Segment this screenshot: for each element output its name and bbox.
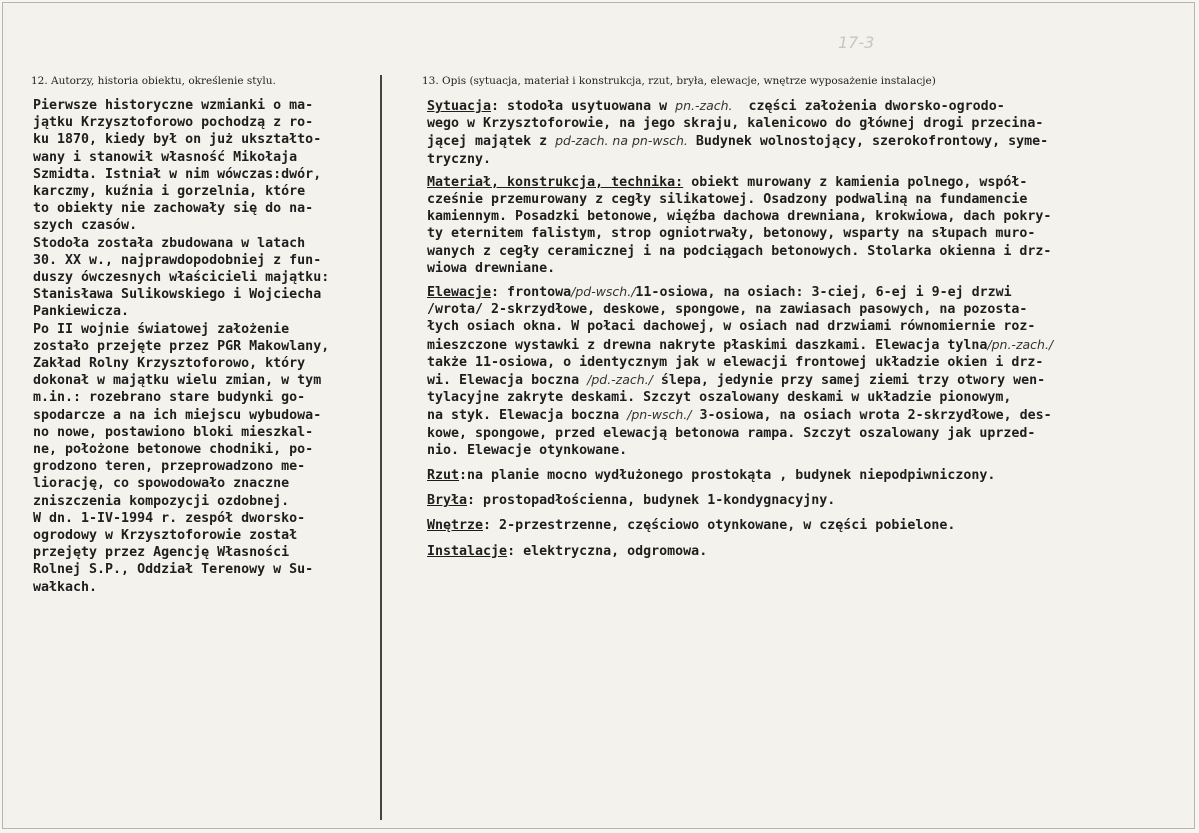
text: :na planie mocno wydłużonego prostokąta , budynek niepodpiwniczony. — [459, 468, 996, 484]
history-line: Pankiewicza. — [33, 304, 130, 320]
bryla-label: Bryła — [427, 493, 468, 509]
text-line: wanych z cegły ceramicznej i na podciągach betonowych. Stolarka okienna i drz- — [427, 243, 1052, 259]
text-line: kowe, spongowe, przed elewacją betonowa rampa. Szczyt oszalowany jak uprzed- — [427, 425, 1036, 441]
column-divider — [380, 75, 382, 820]
text-line: /wrota/ 2-skrzydłowe, deskowe, spongowe, na zawiasach pasowych, na pozosta- — [427, 302, 1028, 318]
sytuacja-section — [427, 97, 1187, 168]
history-line: szych czasów. — [33, 218, 138, 234]
history-line: ogrodowy w Krzysztoforowie został — [33, 528, 298, 544]
history-line: Po II wojnie światowej założenie — [33, 321, 290, 337]
history-line: Rolnej S.P., Oddział Terenowy w Su- — [33, 562, 314, 578]
history-line: Zakład Rolny Krzysztoforowo, który — [33, 356, 306, 372]
elewacje-label: Elewacje — [427, 285, 492, 301]
text-line: kamiennym. Posadzki betonowe, więźba dachowa drewniana, krokwiowa, dach pokry- — [427, 209, 1052, 225]
text-line: wiowa drewniane. — [427, 260, 556, 276]
history-line: Szmidta. Istniał w nim wówczas:dwór, — [33, 166, 322, 182]
description-column — [427, 97, 1187, 560]
section-13-header: 13. Opis (sytuacja, materiał i konstrukcja, rzut, bryła, elewacje, wnętrze wyposażenie instalacje) — [422, 75, 936, 87]
pencil-mark: 17-3 — [838, 33, 875, 52]
history-line: liorację, co spowodowało znaczne — [33, 476, 290, 492]
text: : frontowa — [491, 285, 572, 301]
history-line: duszy ówczesnych właścicieli majątku: — [33, 270, 330, 286]
history-line: jątku Krzysztoforowo pochodzą z ro- — [33, 115, 314, 131]
text-line: tryczny. — [427, 151, 492, 167]
instalacje-label: Instalacje — [427, 543, 508, 559]
handwritten-note: /pn-wsch./ — [627, 407, 692, 423]
elewacje-section — [427, 283, 1187, 459]
history-line: wany i stanowił własność Mikołaja — [33, 149, 298, 165]
material-section — [427, 174, 1187, 277]
history-line: spodarcze a na ich miejscu wybudowa- — [33, 407, 322, 423]
text: : 2-przestrzenne, częściowo otynkowane, w części pobielone. — [483, 518, 956, 534]
text: obiekt murowany z kamienia polnego, współ- — [683, 174, 1028, 190]
history-line: ku 1870, kiedy był on już ukształto- — [33, 132, 322, 148]
instalacje-section — [427, 543, 1187, 560]
wnetrze-label: Wnętrze — [427, 518, 484, 534]
rzut-section — [427, 467, 1187, 484]
history-line: wałkach. — [33, 579, 98, 595]
history-line: zostało przejęte przez PGR Makowlany, — [33, 338, 330, 354]
history-line: W dn. 1-IV-1994 r. zespół dworsko- — [33, 510, 306, 526]
history-line: Stodoła została zbudowana w latach — [33, 235, 306, 251]
text: : prostopadłościenna, budynek 1-kondygnacyjny. — [467, 493, 836, 509]
text: : elektryczna, odgromowa. — [507, 543, 708, 559]
history-line: to obiekty nie zachowały się do na- — [33, 201, 314, 217]
history-line: no nowe, postawiono bloki mieszkal- — [33, 424, 314, 440]
text-line: ty eternitem falistym, strop ogniotrwały, betonowy, wsparty na słupach muro- — [427, 226, 1036, 242]
bryla-section — [427, 492, 1187, 509]
handwritten-note: /pd-wsch./ — [571, 284, 636, 300]
handwritten-note: pn.-zach. — [675, 98, 733, 113]
text-line: wego w Krzysztoforowie, na jego skraju, kalenicowo do głównej drogi przecina- — [427, 116, 1044, 132]
history-line: Pierwsze historyczne wzmianki o ma- — [33, 98, 314, 113]
inventory-card — [2, 2, 1195, 829]
history-line: ne, położone betonowe chodniki, po- — [33, 442, 314, 458]
text-line: tylacyjne zakryte deskami. Szczyt oszalowany deskami w układzie pionowym, — [427, 390, 1012, 406]
history-line: dokonał w majątku wielu zmian, w tym — [33, 373, 322, 389]
rzut-label: Rzut — [427, 468, 460, 484]
text: : stodoła usytuowana w — [491, 99, 676, 114]
section-12-header: 12. Autorzy, historia obiektu, określenie stylu. — [31, 75, 276, 87]
text: 3-osiowa, na osiach wrota 2-skrzydłowe, des- — [691, 408, 1052, 424]
history-line: Stanisława Sulikowskiego i Wojciecha — [33, 287, 322, 303]
wnetrze-section — [427, 517, 1187, 534]
history-column — [33, 97, 378, 596]
handwritten-note: /pn.-zach./ — [987, 336, 1054, 352]
text: jącej majątek z — [427, 134, 556, 150]
material-label: Materiał, konstrukcja, technika: — [427, 174, 684, 190]
text-line: cześnie przemurowany z cegły silikatowej. Osadzony podwaliną na fundamencie — [427, 192, 1028, 208]
sytuacja-label: Sytuacja — [427, 99, 492, 114]
handwritten-note: pd-zach. na pn-wsch. — [555, 133, 688, 149]
text: części założenia dworsko-ogrodo- — [732, 99, 1005, 114]
history-line: grodzono teren, przeprowadzono me- — [33, 459, 306, 475]
text: mieszczone wystawki z drewna nakryte płaskimi daszkami. Elewacja tylna — [427, 337, 988, 353]
text-line: nio. Elewacje otynkowane. — [427, 442, 628, 458]
text: wi. Elewacja boczna — [427, 373, 588, 389]
history-line: przejęty przez Agencję Własności — [33, 545, 290, 561]
text-line: łych osiach okna. W połaci dachowej, w osiach nad drzwiami równomiernie roz- — [427, 319, 1036, 335]
handwritten-note: /pd.-zach./ — [587, 372, 653, 388]
text: Budynek wolnostojący, szerokofrontowy, syme- — [687, 134, 1049, 150]
history-line: zniszczenia kompozycji ozdobnej. — [33, 493, 290, 509]
text-line: także 11-osiowa, o identycznym jak w elewacji frontowej układzie okien i drz- — [427, 354, 1044, 370]
history-line: m.in.: rozebrano stare budynki go- — [33, 390, 306, 406]
history-line: 30. XX w., najprawdopodobniej z fun- — [33, 252, 322, 268]
text: 11-osiowa, na osiach: 3-ciej, 6-ej i 9-ej drzwi — [635, 285, 1012, 301]
text: na styk. Elewacja boczna — [427, 408, 628, 424]
history-line: karczmy, kuźnia i gorzelnia, które — [33, 184, 306, 200]
text: ślepa, jedynie przy samej ziemi trzy otwory wen- — [652, 373, 1046, 389]
